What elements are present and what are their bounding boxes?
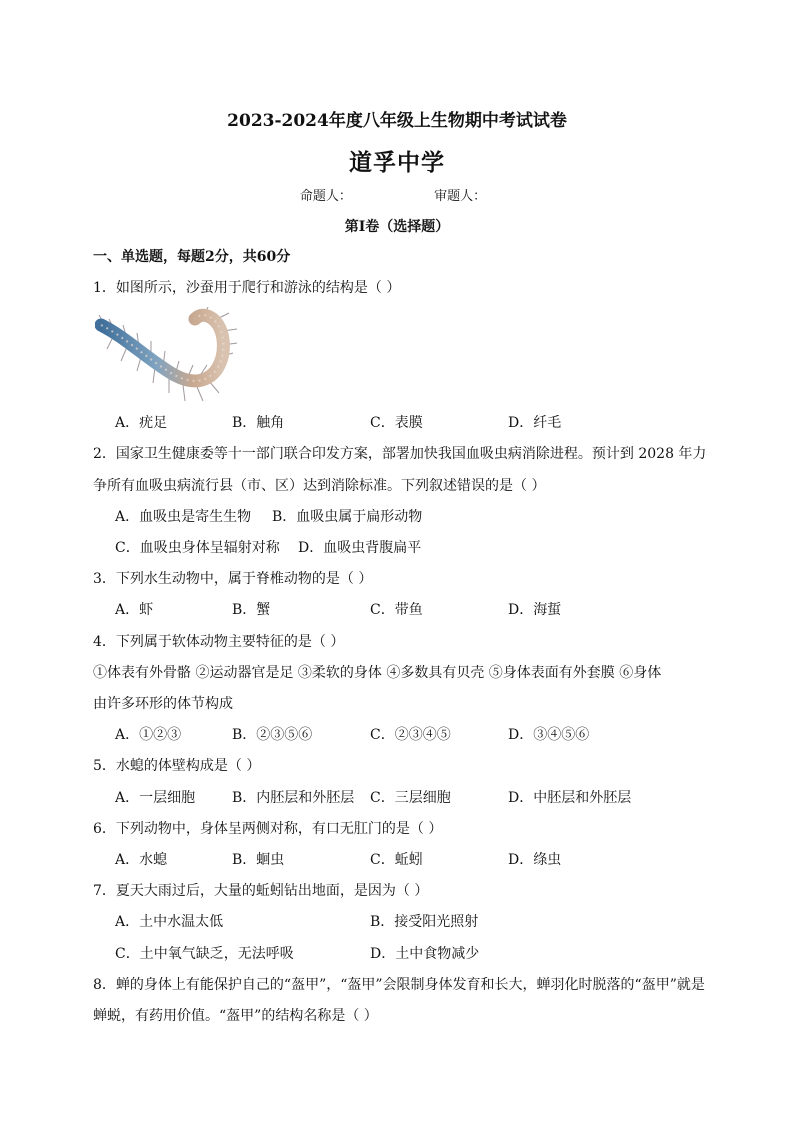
question-7-option-a: A．土中水温太低: [115, 914, 224, 930]
question-3-option-c: C．带鱼: [370, 602, 423, 618]
question-6-option-a: A．水螅: [115, 852, 168, 868]
question-7-stem: 7．夏天大雨过后，大量的蚯蚓钻出地面，是因为（ ）: [93, 883, 429, 899]
part-title: 第Ⅰ卷（选择题）: [344, 219, 450, 235]
question-4-option-b: B．②③⑤⑥: [232, 727, 313, 743]
question-6-option-d: D．绦虫: [508, 852, 562, 868]
question-5-option-c: C．三层细胞: [370, 790, 451, 806]
question-5-option-d: D．中胚层和外胚层: [508, 790, 632, 806]
question-3-stem: 3．下列水生动物中，属于脊椎动物的是（ ）: [93, 571, 373, 587]
question-7-option-c: C．土中氧气缺乏，无法呼吸: [115, 946, 294, 962]
question-5-stem: 5．水螅的体壁构成是（ ）: [93, 758, 261, 774]
question-3-option-b: B．蟹: [232, 602, 271, 618]
question-3-option-d: D．海蜇: [508, 602, 562, 618]
question-5-option-b: B．内胚层和外胚层: [232, 790, 355, 806]
question-1-option-c: C．表膜: [370, 415, 423, 431]
sandworm-image: [95, 307, 265, 407]
question-8-stem-line-1: 8．蝉的身体上有能保护自己的“盔甲”，“盔甲”会限制身体发育和长大，蝉羽化时脱落的“盔甲”就是: [93, 977, 705, 993]
question-6-option-c: C．蚯蚓: [370, 852, 423, 868]
question-2-option-a: A．血吸虫是寄生生物: [115, 509, 252, 525]
question-4-option-d: D．③④⑤⑥: [508, 727, 590, 743]
question-6-option-b: B．蛔虫: [232, 852, 285, 868]
question-2-stem-line-2: 争所有血吸虫病流行县（市、区）达到消除标准。下列叙述错误的是（ ）: [93, 478, 546, 494]
question-2-option-c: C．血吸虫身体呈辐射对称: [115, 540, 280, 556]
question-6-stem: 6．下列动物中，身体呈两侧对称，有口无肛门的是（ ）: [93, 821, 443, 837]
reviewer-label: 审题人：: [434, 189, 487, 204]
question-4-statements-line-1: ①体表有外骨骼 ②运动器官是足 ③柔软的身体 ④多数具有贝壳 ⑤身体表面有外套膜 ⑥身体: [93, 665, 662, 681]
question-8-stem-line-2: 蝉蜕，有药用价值。“盔甲”的结构名称是（ ）: [93, 1008, 378, 1024]
author-label: 命题人：: [299, 189, 352, 204]
question-1-stem: 1．如图所示，沙蚕用于爬行和游泳的结构是（ ）: [93, 280, 401, 296]
question-4-stem: 4．下列属于软体动物主要特征的是（ ）: [93, 634, 345, 650]
question-3-option-a: A．虾: [115, 602, 154, 618]
question-7-option-b: B．接受阳光照射: [370, 914, 479, 930]
question-4-statements-line-2: 由许多环形的体节构成: [93, 696, 233, 712]
question-2-stem-line-1: 2．国家卫生健康委等十一部门联合印发方案，部署加快我国血吸虫病消除进程。预计到 2028 年力: [93, 446, 707, 462]
question-1-option-a: A．疣足: [115, 415, 168, 431]
question-5-option-a: A．一层细胞: [115, 790, 196, 806]
question-4-option-c: C．②③④⑤: [370, 727, 451, 743]
question-4-option-a: A．①②③: [115, 727, 182, 743]
question-1-option-b: B．触角: [232, 415, 285, 431]
school-name: 道孚中学: [349, 149, 445, 176]
section-heading: 一、单选题，每题2分，共60分: [93, 249, 291, 265]
exam-title: 2023-2024年度八年级上生物期中考试试卷: [227, 111, 567, 131]
signature-line: [0, 185, 794, 204]
question-1-option-d: D．纤毛: [508, 415, 562, 431]
question-2-option-d: D．血吸虫背腹扁平: [298, 540, 422, 556]
question-7-option-d: D．土中食物减少: [370, 946, 480, 962]
question-2-option-b: B．血吸虫属于扁形动物: [272, 509, 423, 525]
